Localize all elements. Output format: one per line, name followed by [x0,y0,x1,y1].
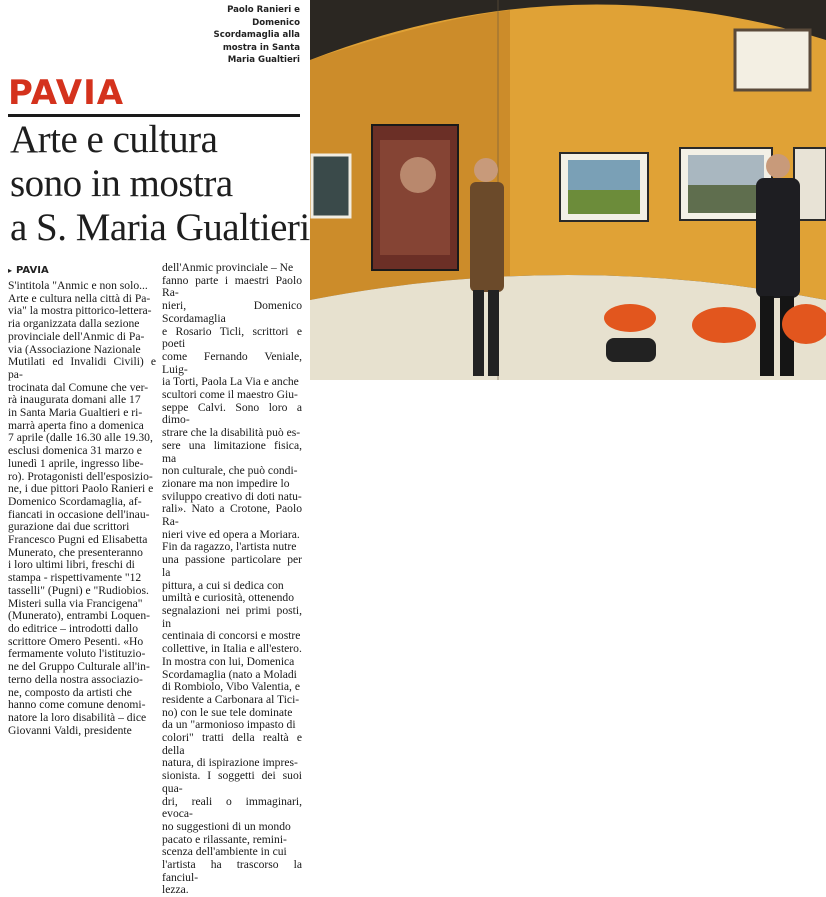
leg [488,290,499,376]
jacket [470,182,504,292]
coat [756,178,800,298]
headline [10,118,310,250]
headline-line: a S. Maria Gualtieri [10,206,310,249]
painting-left [312,155,350,217]
section-rule [8,114,300,117]
window [735,30,810,90]
leg [760,296,774,376]
article-column-2: dell'Anmic provinciale – Ne fanno parte i maestri Paolo Ra- nieri, Domenico Scordamaglia e Rosario Ticli, scrittori e poeti come Fernando Veniale, Luig- ia Torti, Paola La Via e anche scultori come il maestro Giu- seppe Calvi. Sono loro a dimo- strare che la disabilità può es- sere una limitazione fisica, ma non culturale, che può condi- zionare ma non impedire lo sviluppo creativo di doti natu- rali». Nato a Crotone, Paolo Ra- nieri vive ed opera a Moriara. Fin da ragazzo, l'artista nutre una passione particolare per la pittura, a cui si dedica con umiltà e curiosità, ottenendo segnalazioni nei primi posti, in centinaia di concorsi e mostre collettive, in Italia e all'estero. In mostra con lui, Domenica Scordamaglia (nato a Moladi di Rombiolo, Vibo Valentia, e residente a Carbonara al Tici- no) con le sue tele dominate da un "armonioso impasto di colori" tratti della realtà e della natura, di ispirazione impres- sionista. I soggetti dei suoi qua- dri, reali o immaginari, evoca- no suggestioni di un mondo pacato e rilassante, remini- scenza dell'ambiente in cui l'artista ha trascorso la fanciul- lezza. [162,261,302,897]
caption-line: Paolo Ranieri e [227,5,300,15]
chair [692,307,756,343]
painting-large-detail [380,140,450,255]
dateline-text: PAVIA [16,265,49,276]
painting-landscape-1-field [568,190,640,214]
dateline [8,265,49,276]
headline-line: sono in mostra [10,162,233,205]
exhibition-photo [310,0,826,380]
caption-line: mostra in Santa [222,42,300,53]
headline-line: Arte e cultura [10,118,218,161]
head [766,154,790,178]
article-column-1: S'intitola "Anmic e non solo... Arte e cultura nella città di Pa- via" la mostra pittorico-lettera- ria organizzata dalla sezione provinciale dell'Anmic di Pa- via (Associazione Nazionale Mutilati ed Invalidi Civili) e pa- trocinata dal Comune che ver- rà inaugurata domani alle 17 in Santa Maria Gualtieri e ri- marrà aperta fino a domenica 7 aprile (dalle 16.30 alle 19.30, esclusi domenica 31 marzo e lunedì 1 aprile, ingresso libe- ro). Protagonisti dell'esposizio- ne, i due pittori Paolo Ranieri e Domenico Scordamaglia, af- fiancati in occasione dell'inau- gurazione dai due scrittori Francesco Pugni ed Elisabetta Munerato, che presenteranno i loro ultimi libri, freschi di stampa - rispettivamente "12 tasselli" (Pugni) e "Rudiobios. Misteri sulla via Francigena" (Munerato), entrambi Loquen- do editrice – introdotti dallo scrittore Omero Pesenti. «Ho fermamente voluto l'istituzio- ne del Gruppo Culturale all'in- terno della nostra associazio- ne, composto da artisti che hanno come comune denomi- natore la loro disabilità – dice Giovanni Valdi, presidente [8,279,156,737]
caption-line: Maria Gualtieri [227,55,300,66]
caption-line: Domenico [252,17,300,28]
exhibition-photo-drawing [310,0,826,380]
triangle-marker-icon: ▸ [8,266,13,275]
photo-caption [200,4,300,67]
chair [604,304,656,332]
head [474,158,498,182]
section-label: PAVIA [8,73,125,113]
caption-line: Scordamaglia alla [213,30,300,41]
leg [473,290,484,376]
painting-landscape-2-field [688,185,764,213]
painting-large-figure [400,157,436,193]
bag [606,338,656,362]
